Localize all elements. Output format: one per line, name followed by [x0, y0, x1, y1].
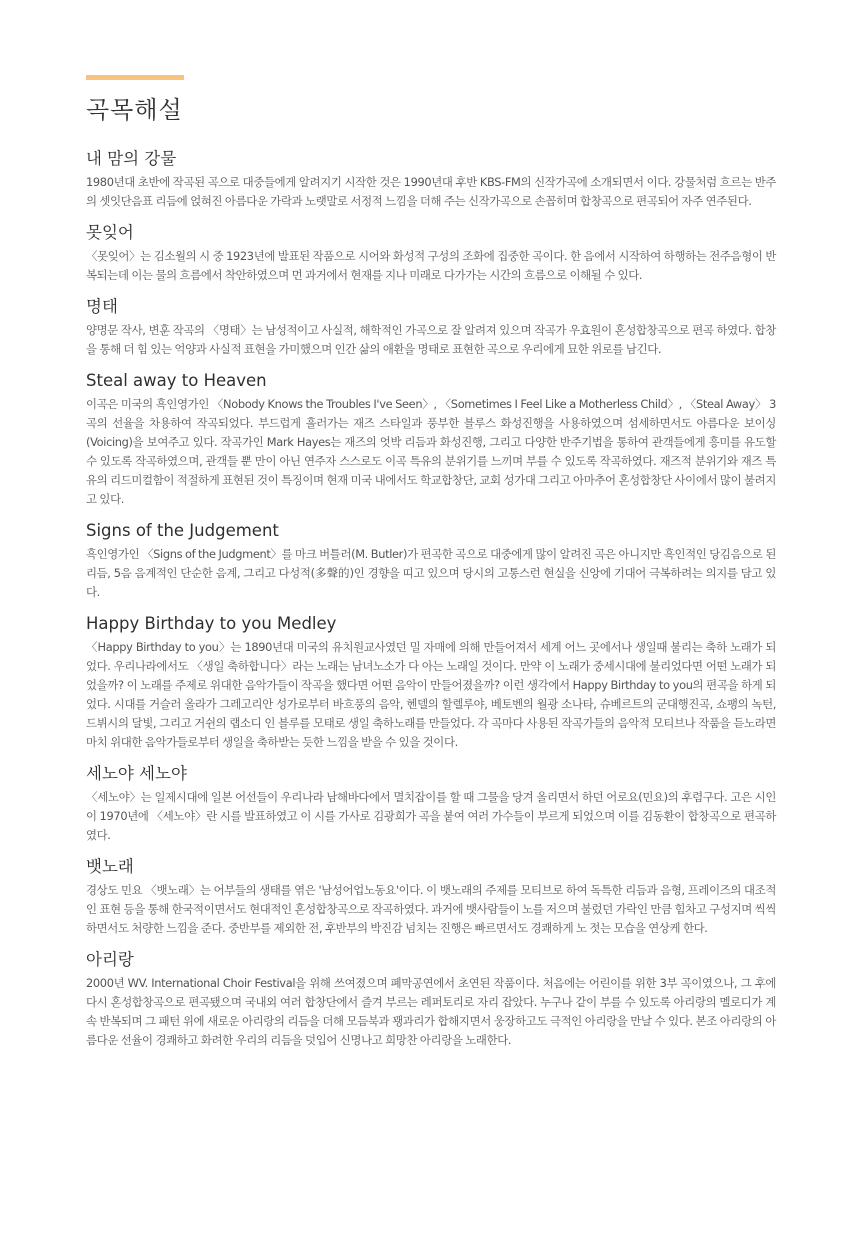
section-body: 1980년대 초반에 작곡된 곡으로 대중들에게 알려지기 시작한 것은 1990년대 후반 KBS-FM의 신작가곡에 소개되면서 이다. 강물처럼 흐르는 반주의 셋잇단음표 리듬에 얹혀진 아름다운 가락과 노랫말로 서정적 느낌을 더해 주는 신작가곡으로 손꼽히며 합창곡으로 편곡되어 자주 연주된다.: [86, 175, 776, 208]
section-title: 내 맘의 강물: [86, 149, 177, 168]
section-title: 뱃노래: [86, 857, 134, 876]
section-steal-away: [86, 370, 776, 509]
section-title: 명태: [86, 297, 118, 316]
section-title: 아리랑: [86, 950, 134, 969]
section-arirang: [86, 949, 776, 1050]
section-body: 2000년 WV. International Choir Festival을 위해 쓰여졌으며 폐막공연에서 초연된 작품이다. 처음에는 어린이를 위한 3부 곡이였으나, 그 후에 다시 혼성합창곡으로 편곡됐으며 국내외 여러 합창단에서 즐겨 부르는 레퍼토리로 자리 잡았다. 누구나 같이 부를 수 있도록 아리랑의 멜로디가 계속 반복되며 그 패턴 위에 새로운 아리랑의 리듬을 더해 모듬북과 꽹과리가 합해지면서 웅장하고도 극적인 아리랑을 만날 수 있다. 본조 아리랑의 아름다운 선율이 경쾌하고 화려한 우리의 리듬을 덧입어 신명나고 희망찬 아리랑을 노래한다.: [86, 976, 776, 1047]
section-baetnorae: [86, 856, 776, 938]
section-title: 못잊어: [86, 223, 134, 242]
title-accent-bar: [86, 75, 184, 80]
program-notes: [86, 148, 776, 1050]
page-title: 곡목해설: [86, 96, 183, 124]
section-body: 경상도 민요 〈뱃노래〉는 어부들의 생태를 엮은 '남성어업노동요'이다. 이 뱃노래의 주제를 모티브로 하여 독특한 리듬과 음형, 프레이즈의 대조적인 표현 등을 통해 한국적이면서도 현대적인 혼성합창곡으로 작곡하였다. 과거에 뱃사람들이 노를 저으며 불렀던 가락인 만큼 힘차고 구성지며 씩씩하면서도 처량한 느낌을 준다. 중반부를 제외한 전, 후반부의 박진감 넘치는 진행은 빠르면서도 경쾌하게 노 젓는 모습을 연상케 한다.: [86, 883, 776, 935]
section-title: Steal away to Heaven: [86, 371, 267, 390]
section-body: 〈세노야〉는 일제시대에 일본 어선들이 우리나라 남해바다에서 멸치잡이를 할 때 그물을 당겨 올리면서 하던 어로요(민요)의 후렴구다. 고은 시인이 1970년에 〈세노야〉란 시를 발표하였고 이 시를 가사로 김광희가 곡을 붙여 여러 가수들이 부르게 되었으며 이를 김동환이 합창곡으로 편곡하였다.: [86, 790, 776, 842]
section-body: 양명문 작사, 변훈 작곡의 〈명태〉는 남성적이고 사실적, 해학적인 가곡으로 잘 알려져 있으며 작곡가 우효원이 혼성합창곡으로 편곡 하였다. 합창을 통해 더 힘 있는 억양과 사실적 표현을 가미했으며 인간 삶의 애환을 명태로 표현한 곡으로 우리에게 묘한 위로를 남긴다.: [86, 323, 776, 356]
section-happy-birthday-medley: [86, 613, 776, 752]
section-body: 〈Happy Birthday to you〉는 1890년대 미국의 유치원교사였던 밀 자매에 의해 만들어져서 세계 어느 곳에서나 생일때 불리는 축하 노래가 되었다. 우리나라에서도 〈생일 축하합니다〉라는 노래는 남녀노소가 다 아는 노래일 것이다. 만약 이 노래가 중세시대에 불리었다면 어떤 노래가 되었을까? 이 노래를 주제로 위대한 음악가들이 작곡을 했다면 어떤 음악이 만들어졌을까? 이런 생각에서 Happy Birthday to you의 편곡을 하게 되었다. 시대를 거슬러 올라가 그레고리안 성가로부터 바흐풍의 음악, 헨델의 할렐루야, 베토벤의 월광 소나타, 슈베르트의 군대행진곡, 쇼팽의 녹턴, 드뷔시의 달빛, 그리고 거쉰의 랩소디 인 블루를 모태로 생일 축하노래를 만들었다. 각 곡마다 사용된 작곡가들의 음악적 모티브나 작품을 듣노라면 마치 위대한 음악가들로부터 생일을 축하받는 듯한 느낌을 받을 수 있을 것이다.: [86, 640, 776, 749]
section-title: Signs of the Judgement: [86, 521, 279, 540]
section-mot-ijeo: [86, 222, 776, 285]
section-body: 〈못잊어〉는 김소월의 시 중 1923년에 발표된 작품으로 시어와 화성적 구성의 조화에 집중한 곡이다. 한 음에서 시작하여 하행하는 전주음형이 반복되는데 이는 물의 흐름에서 착안하였으며 먼 과거에서 현재를 지나 미래로 다가가는 시간의 흐름으로 이해될 수 있다.: [86, 249, 776, 282]
section-signs-of-judgement: [86, 520, 776, 602]
section-title: 세노야 세노야: [86, 764, 187, 783]
section-myeongtae: [86, 296, 776, 359]
section-senoya: [86, 763, 776, 845]
section-title: Happy Birthday to you Medley: [86, 614, 337, 633]
section-body: 이곡은 미국의 흑인영가인 〈Nobody Knows the Troubles I've Seen〉, 〈Sometimes I Feel Like a Motherless Child〉, 〈Steal Away〉 3곡의 선율을 차용하여 작곡되었다. 부드럽게 흘러가는 재즈 스타일과 풍부한 블루스 화성진행을 사용하였으며 섬세하면서도 아름다운 보이싱(Voicing)을 보여주고 있다. 작곡가인 Mark Hayes는 재즈의 엇박 리듬과 화성진행, 그리고 다양한 반주기법을 통하여 관객들에게 흥미를 유도할 수 있도록 작곡하였으며, 관객들 뿐 만이 아닌 연주자 스스로도 이곡 특유의 분위기를 느끼며 부를 수 있도록 작곡하였다. 재즈적 분위기와 재즈 특유의 리드미컬함이 적절하게 표현된 것이 특징이며 현재 미국 내에서도 학교합창단, 교회 성가대 그리고 아마추어 혼성합창단 사이에서 많이 불려지고 있다.: [86, 397, 776, 506]
section-river-of-my-heart: [86, 148, 776, 211]
section-body: 흑인영가인 〈Signs of the Judgment〉를 마크 버틀러(M. Butler)가 편곡한 곡으로 대중에게 많이 알려진 곡은 아니지만 흑인적인 당김음으로 된 리듬, 5음 음계적인 단순한 음계, 그리고 다성적(多聲的)인 경향을 띠고 있으며 당시의 고통스런 현실을 신앙에 기대어 극복하려는 의지를 담고 있다.: [86, 547, 776, 599]
